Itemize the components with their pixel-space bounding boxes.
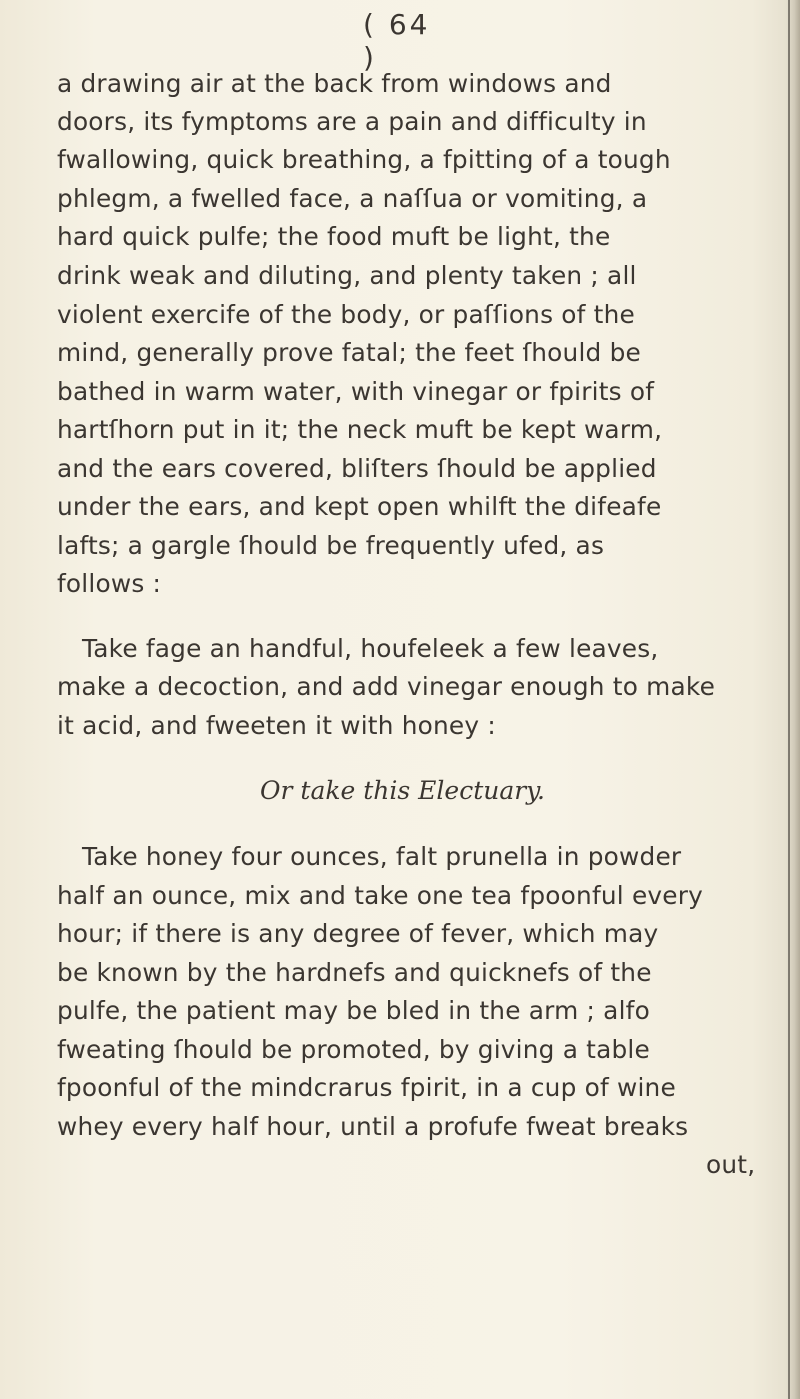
text-line: follows :	[57, 569, 162, 598]
text-line: violent exercife of the body, or paſſions of the	[57, 300, 635, 329]
text-line: lafts; a gargle ſhould be frequently ufed, as	[57, 531, 605, 560]
text-line: half an ounce, mix and take one tea fpoonful every	[57, 881, 704, 910]
text-line: fpoonful of the mindcrarus fpirit, in a cup of wine	[57, 1073, 676, 1102]
text-line: under the ears, and kept open whilft the difeafe	[57, 492, 662, 521]
text-line: it acid, and fweeten it with honey :	[57, 711, 496, 740]
text-line: mind, generally prove fatal; the feet ſhould be	[57, 338, 641, 367]
text-line: be known by the hardnefs and quicknefs of the	[57, 958, 652, 987]
section-heading: Or take this Electuary.	[260, 776, 545, 805]
text-line: Take fage an handful, houfeleek a few leaves,	[82, 634, 659, 663]
text-line: fwallowing, quick breathing, a fpitting of a tough	[57, 145, 671, 174]
text-line: hard quick pulfe; the food muft be light, the	[57, 222, 611, 251]
text-line: make a decoction, and add vinegar enough to make	[57, 672, 716, 701]
text-line: drink weak and diluting, and plenty taken ; all	[57, 261, 637, 290]
text-line: pulfe, the patient may be bled in the arm ; alfo	[57, 996, 650, 1025]
text-line: doors, its fymptoms are a pain and difficulty in	[57, 107, 647, 136]
text-line: whey every half hour, until a profufe fweat breaks	[57, 1112, 689, 1141]
catchword: out,	[706, 1150, 756, 1179]
text-line: Take honey four ounces, falt prunella in powder	[82, 842, 682, 871]
text-line: bathed in warm water, with vinegar or fpirits of	[57, 377, 655, 406]
text-line: hartſhorn put in it; the neck muft be kept warm,	[57, 415, 663, 444]
page-edge-line	[788, 0, 790, 1399]
text-line: and the ears covered, bliſters ſhould be applied	[57, 454, 657, 483]
text-line: a drawing air at the back from windows and	[57, 69, 612, 98]
text-line: phlegm, a fwelled face, a naſſua or vomiting, a	[57, 184, 648, 213]
page-number: ( 64 )	[363, 8, 431, 74]
text-line: fweating ſhould be promoted, by giving a table	[57, 1035, 650, 1064]
text-line: hour; if there is any degree of fever, which may	[57, 919, 659, 948]
